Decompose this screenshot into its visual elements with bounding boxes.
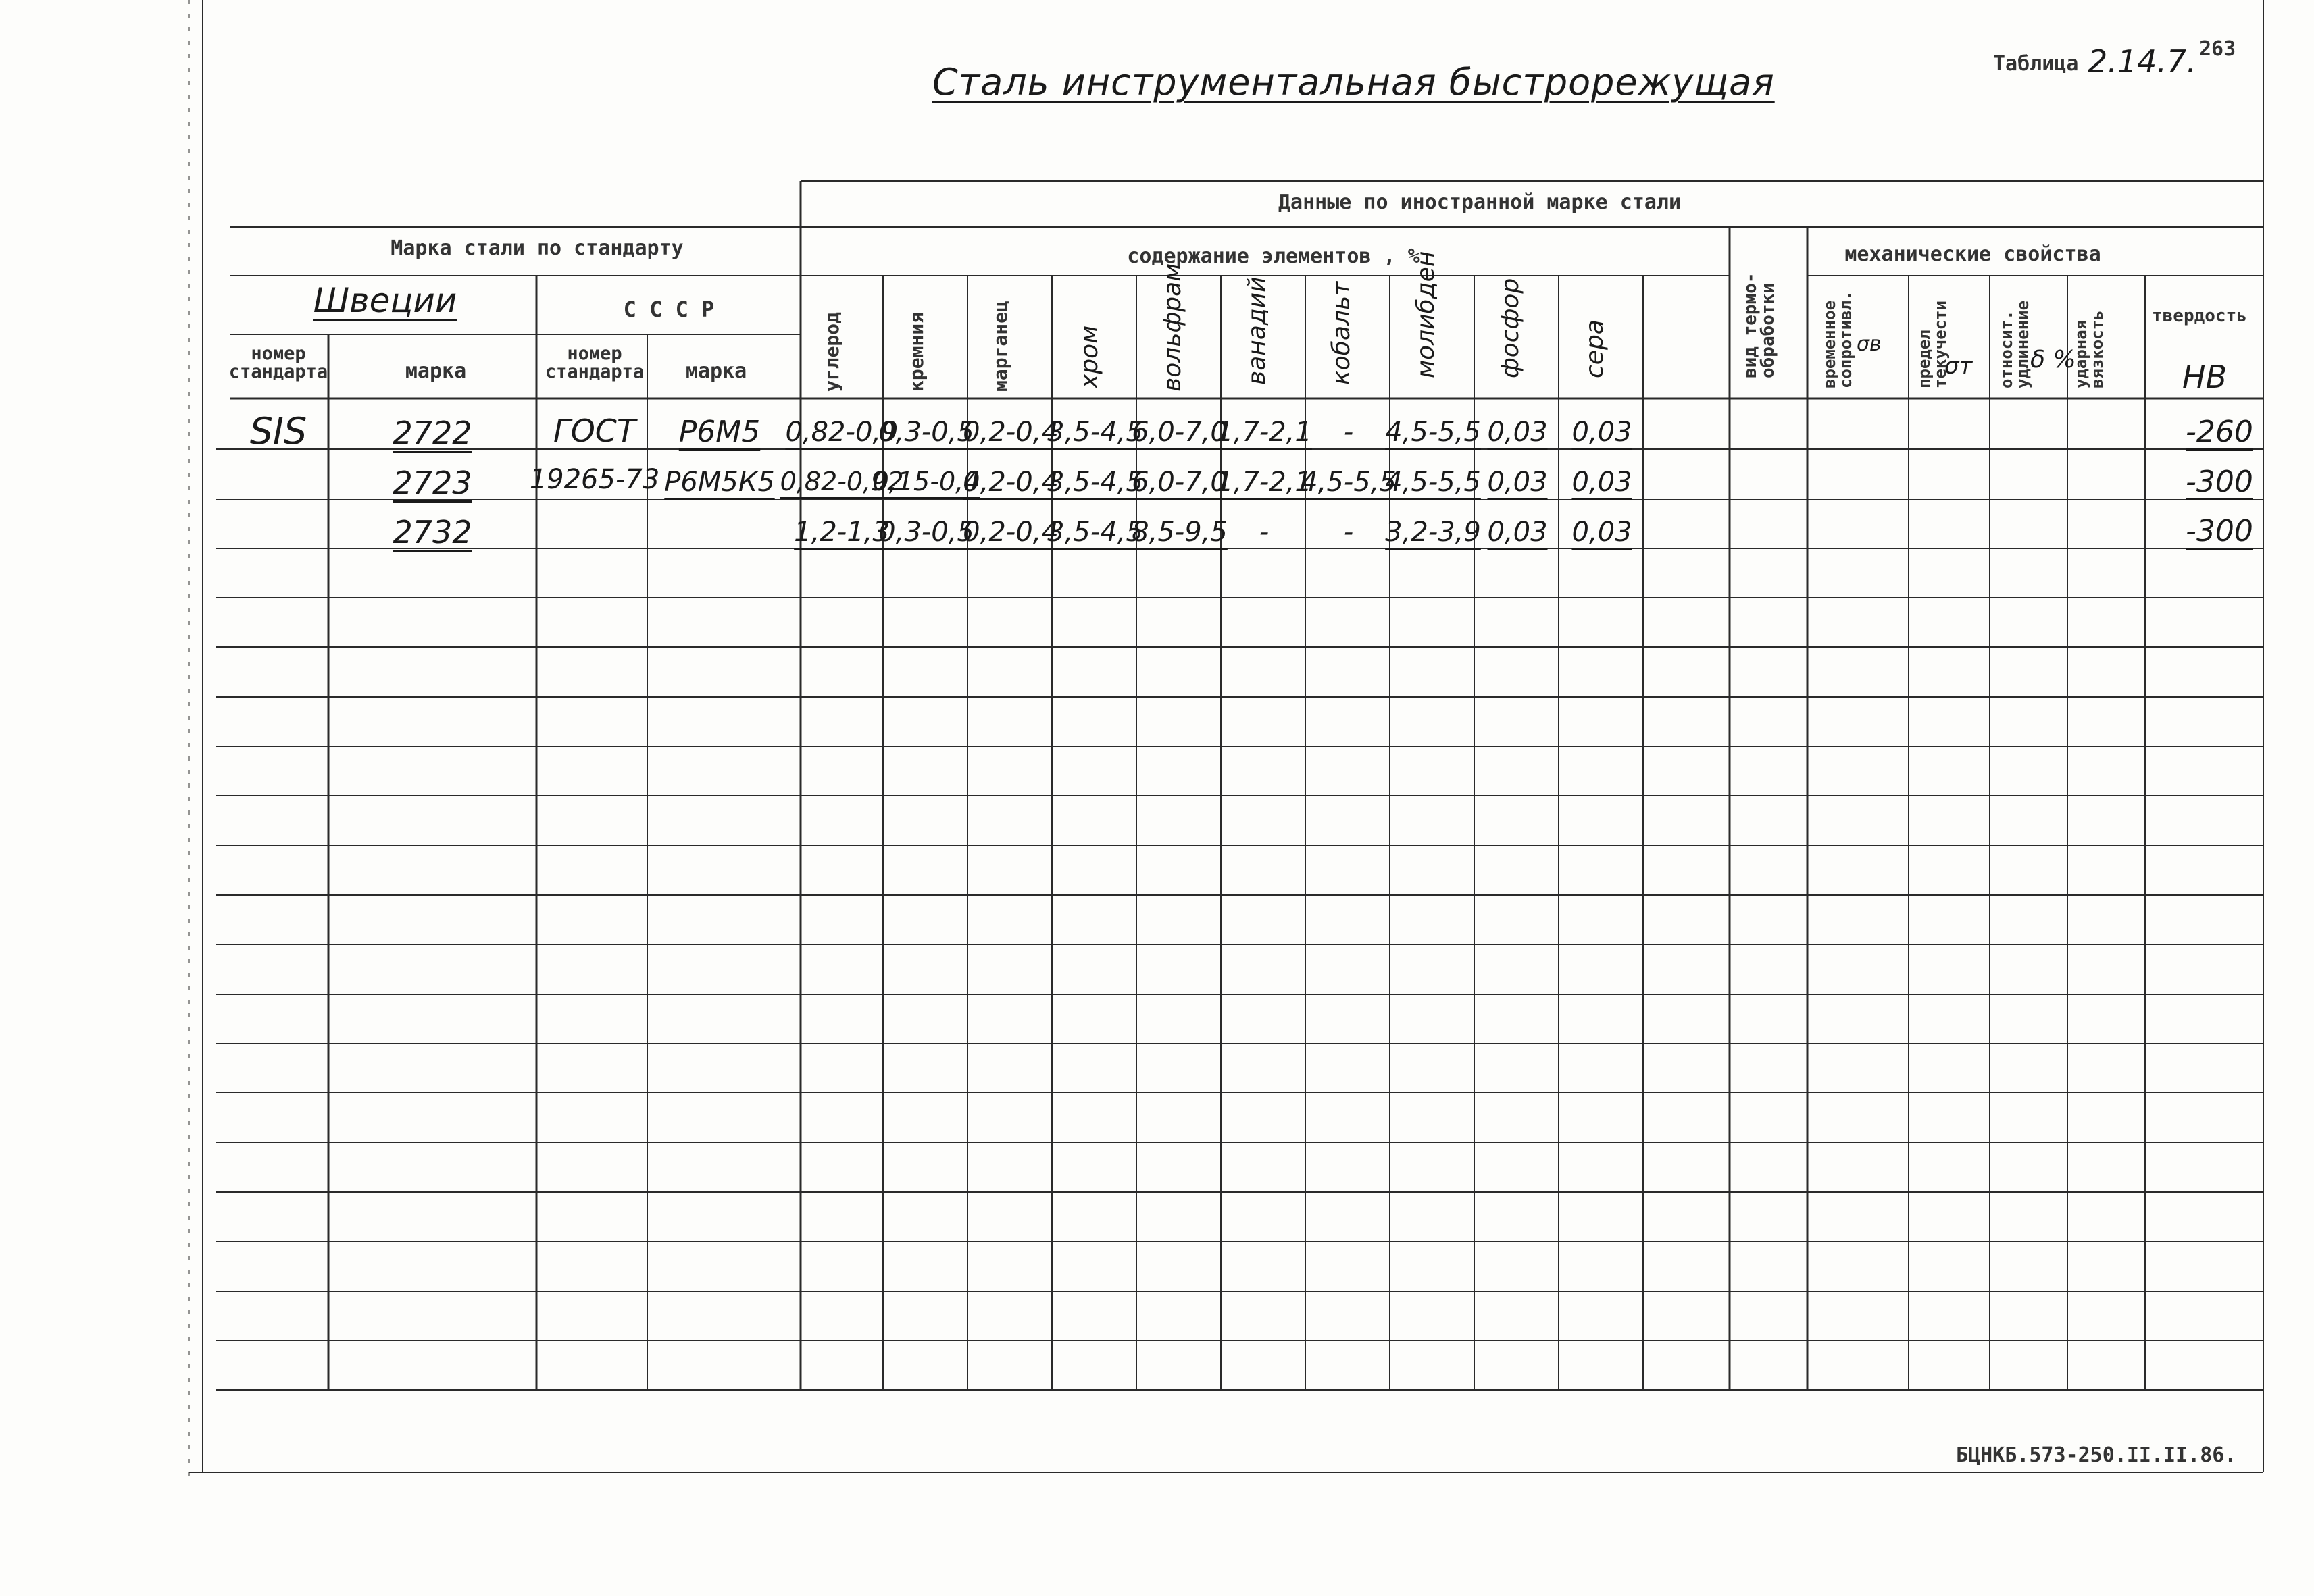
row1-chromium: 3,5-4,5 (1047, 417, 1143, 448)
row3-molybdenum: 3,2-3,9 (1385, 517, 1481, 548)
row1-vanadium: 1,7-2,1 (1216, 417, 1312, 448)
row3-carbon: 1,2-1,3 (794, 517, 890, 548)
row2-silicon: 0,15-0,4 (872, 467, 980, 496)
yield-header: предел текучести (1915, 300, 1950, 388)
row2-carbon: 0,82-0,92 (780, 467, 904, 496)
row3-vanadium: - (1259, 517, 1269, 548)
element-silicon-header: кремния (905, 311, 928, 392)
element-chromium-header: хром (1076, 325, 1103, 388)
row2-manganese: 0,2-0,4 (963, 467, 1059, 498)
heat-treatment-label: вид термо-обработки (1740, 272, 1778, 378)
steel-grade-header: Марка стали по стандарту (391, 236, 684, 260)
row2-vanadium: 1,7-2,1 (1216, 467, 1312, 498)
row3-sulfur: 0,03 (1571, 517, 1632, 548)
row1-phosphorus: 0,03 (1487, 417, 1548, 448)
row3-manganese: 0,2-0,4 (963, 517, 1059, 548)
row2-tungsten: 6,0-7,0 (1132, 467, 1228, 498)
element-molybdenum-header: молибден (1412, 251, 1440, 378)
element-tungsten-header: вольфрам (1159, 263, 1186, 392)
ussr-std-number-header: номер стандарта (545, 343, 645, 382)
row1-tungsten: 6,0-7,0 (1132, 417, 1228, 448)
row3-grade: 2732 (393, 514, 472, 550)
row3-silicon: 0,3-0,5 (878, 517, 974, 548)
country-header: Швеции (313, 281, 457, 320)
yield-symbol: σт (1944, 353, 1973, 380)
element-manganese-header: марганец (989, 301, 1011, 392)
ussr-header: С С С Р (623, 297, 715, 322)
std-number-header: номер стандарта (228, 343, 328, 382)
element-sulfur-header: сера (1581, 319, 1609, 378)
row1-std: SIS (249, 410, 307, 453)
row3-cobalt: - (1343, 517, 1354, 548)
heat-treatment-header (1742, 243, 1777, 378)
row3-hardness: -300 (2186, 514, 2253, 548)
element-carbon-header: углерод (821, 311, 843, 392)
row2-molybdenum: 4,5-5,5 (1385, 467, 1481, 498)
row2-grade: 2723 (393, 465, 472, 501)
impact-header: ударная вязкость (2071, 310, 2107, 388)
row2-phosphorus: 0,03 (1487, 467, 1548, 498)
row1-cobalt: - (1343, 417, 1354, 448)
row1-carbon: 0,82-0,9 (785, 417, 899, 448)
row2-sulfur: 0,03 (1571, 467, 1632, 498)
elongation-header: относит. удлинение (1997, 300, 2032, 388)
row1-molybdenum: 4,5-5,5 (1385, 417, 1481, 448)
row3-chromium: 3,5-4,5 (1047, 517, 1143, 548)
tensile-symbol: σв (1857, 332, 1882, 356)
element-phosphorus-header: фосфор (1496, 278, 1524, 378)
tensile-header: временное сопротивл. (1820, 290, 1855, 388)
row2-ussr-std: 19265-73 (529, 464, 660, 495)
footer-code: БЦНКБ.573-250.II.II.86. (1956, 1443, 2237, 1467)
row1-manganese: 0,2-0,4 (963, 417, 1059, 448)
page-title: Сталь инструментальная быстрорежущая (932, 61, 1775, 103)
elongation-symbol: δ % (2030, 346, 2076, 374)
table-label: Таблица (1993, 52, 2079, 76)
hardness-unit: НВ (2182, 359, 2228, 395)
ussr-grade-header: марка (685, 359, 747, 383)
row3-phosphorus: 0,03 (1487, 517, 1548, 548)
hardness-header: твердость (2152, 306, 2247, 326)
grade-header: марка (405, 359, 467, 383)
row1-silicon: 0,3-0,5 (878, 417, 974, 448)
row1-ussr-grade: Р6М5 (678, 415, 761, 449)
row1-hardness: -260 (2186, 415, 2253, 449)
row1-grade: 2722 (393, 415, 472, 451)
row1-sulfur: 0,03 (1571, 417, 1632, 448)
table-number: 2.14.7. (2088, 43, 2196, 80)
composition-header: содержание элементов , % (1127, 244, 1420, 268)
element-vanadium-header: ванадий (1243, 276, 1271, 385)
row2-hardness: -300 (2186, 465, 2253, 499)
row2-ussr-grade: Р6М5К5 (664, 467, 775, 498)
mechanical-header: механические свойства (1844, 242, 2101, 266)
element-cobalt-header: кобальт (1328, 281, 1355, 385)
foreign-data-header: Данные по иностранной марке стали (1278, 190, 1682, 214)
row2-cobalt: 4,5-5,5 (1301, 467, 1397, 498)
row3-tungsten: 8,5-9,5 (1132, 517, 1228, 548)
page-number: 263 (2199, 37, 2236, 61)
row1-ussr-std: ГОСТ (553, 413, 636, 449)
row2-chromium: 3,5-4,5 (1047, 467, 1143, 498)
